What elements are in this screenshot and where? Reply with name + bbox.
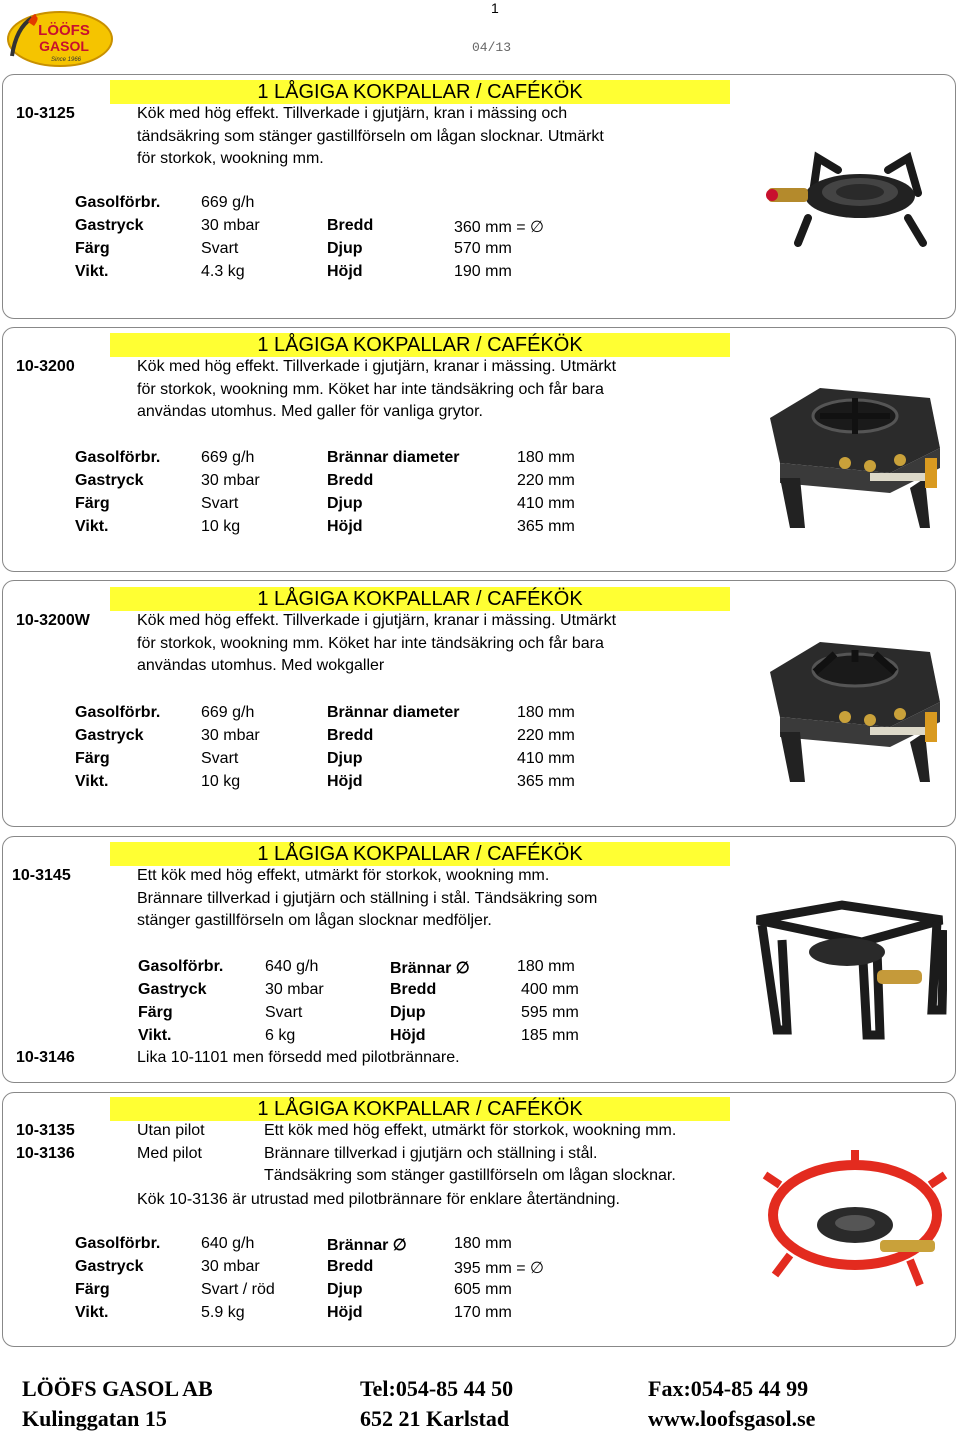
cast-iron-stove-photo-icon [760,378,950,538]
footer-fax: Fax:054-85 44 99 [648,1376,809,1401]
pilot-description: Kök 10-3136 är utrustad med pilotbrännare för enklare återtändning. [137,1191,620,1208]
svg-text:LÖÖFS: LÖÖFS [38,22,90,39]
burner-photo-icon [758,118,948,278]
product-code: 10-3135 [16,1122,75,1139]
footer-company: LÖÖFS GASOL AB [22,1376,213,1401]
product-heading: 1 LÅGIGA KOKPALLAR / CAFÉKÖK [257,334,583,356]
product-code-variant: 10-3146 [16,1049,75,1066]
product-code-variant: 10-3136 [16,1145,75,1162]
product-heading: 1 LÅGIGA KOKPALLAR / CAFÉKÖK [257,1098,583,1120]
product-description: Ett kök med hög effekt, utmärkt för storkok, wookning mm. Brännare tillverkad i gjutjärn och ställning i stål. Tändsäkring som stänger gastillförseln om lågan slocknar. [264,1122,677,1184]
steel-frame-stove-photo-icon [752,880,947,1040]
svg-text:GASOL: GASOL [39,38,89,54]
product-description: Kök med hög effekt. Tillverkade i gjutjärn, kranar i mässing. Utmärkt för storkok, wookning mm. Köket har inte tändsäkring och får bara användas utomhus. Med galler för vanliga grytor. [137,358,617,420]
footer-tel: Tel:054-85 44 50 [360,1376,514,1401]
footer-website[interactable]: www.loofsgasol.se [648,1406,816,1431]
product-description: Kök med hög effekt. Tillverkade i gjutjärn, kran i mässing och tändsäkring som stänger gastillförseln om lågan slocknar. Utmärkt för storkok, wookning mm. [137,105,604,167]
variant-description: Lika 10-1101 men försedd med pilotbrännare. [137,1049,460,1066]
product-heading: 1 LÅGIGA KOKPALLAR / CAFÉKÖK [257,81,583,103]
svg-text:Since 1966: Since 1966 [50,57,82,63]
product-description: Ett kök med hög effekt, utmärkt för storkok, wookning mm. Brännare tillverkad i gjutjärn och ställning i stål. Tändsäkring som stänger gastillförseln om lågan slocknar medföljer. [137,867,598,929]
product-code: 10-3200W [16,612,90,629]
loofs-gasol-logo [6,8,114,68]
document-date: 04/13 [472,40,512,55]
footer-city: 652 21 Karlstad [360,1406,510,1431]
product-heading: 1 LÅGIGA KOKPALLAR / CAFÉKÖK [257,843,583,865]
red-ring-stove-photo-icon [760,1145,950,1315]
code-note: Med pilot [137,1145,202,1162]
footer-address: Kulinggatan 15 [22,1406,167,1431]
product-code: 10-3125 [16,105,75,122]
wok-stove-photo-icon [760,632,950,792]
product-code: 10-3200 [16,358,75,375]
page-number: 1 [491,0,499,16]
product-description: Kök med hög effekt. Tillverkade i gjutjärn, kranar i mässing. Utmärkt för storkok, wookning mm. Köket har inte tändsäkring och får bara användas utomhus. Med wokgaller [137,612,617,674]
code-note: Utan pilot [137,1122,205,1139]
product-code: 10-3145 [12,867,71,884]
product-heading: 1 LÅGIGA KOKPALLAR / CAFÉKÖK [257,588,583,610]
